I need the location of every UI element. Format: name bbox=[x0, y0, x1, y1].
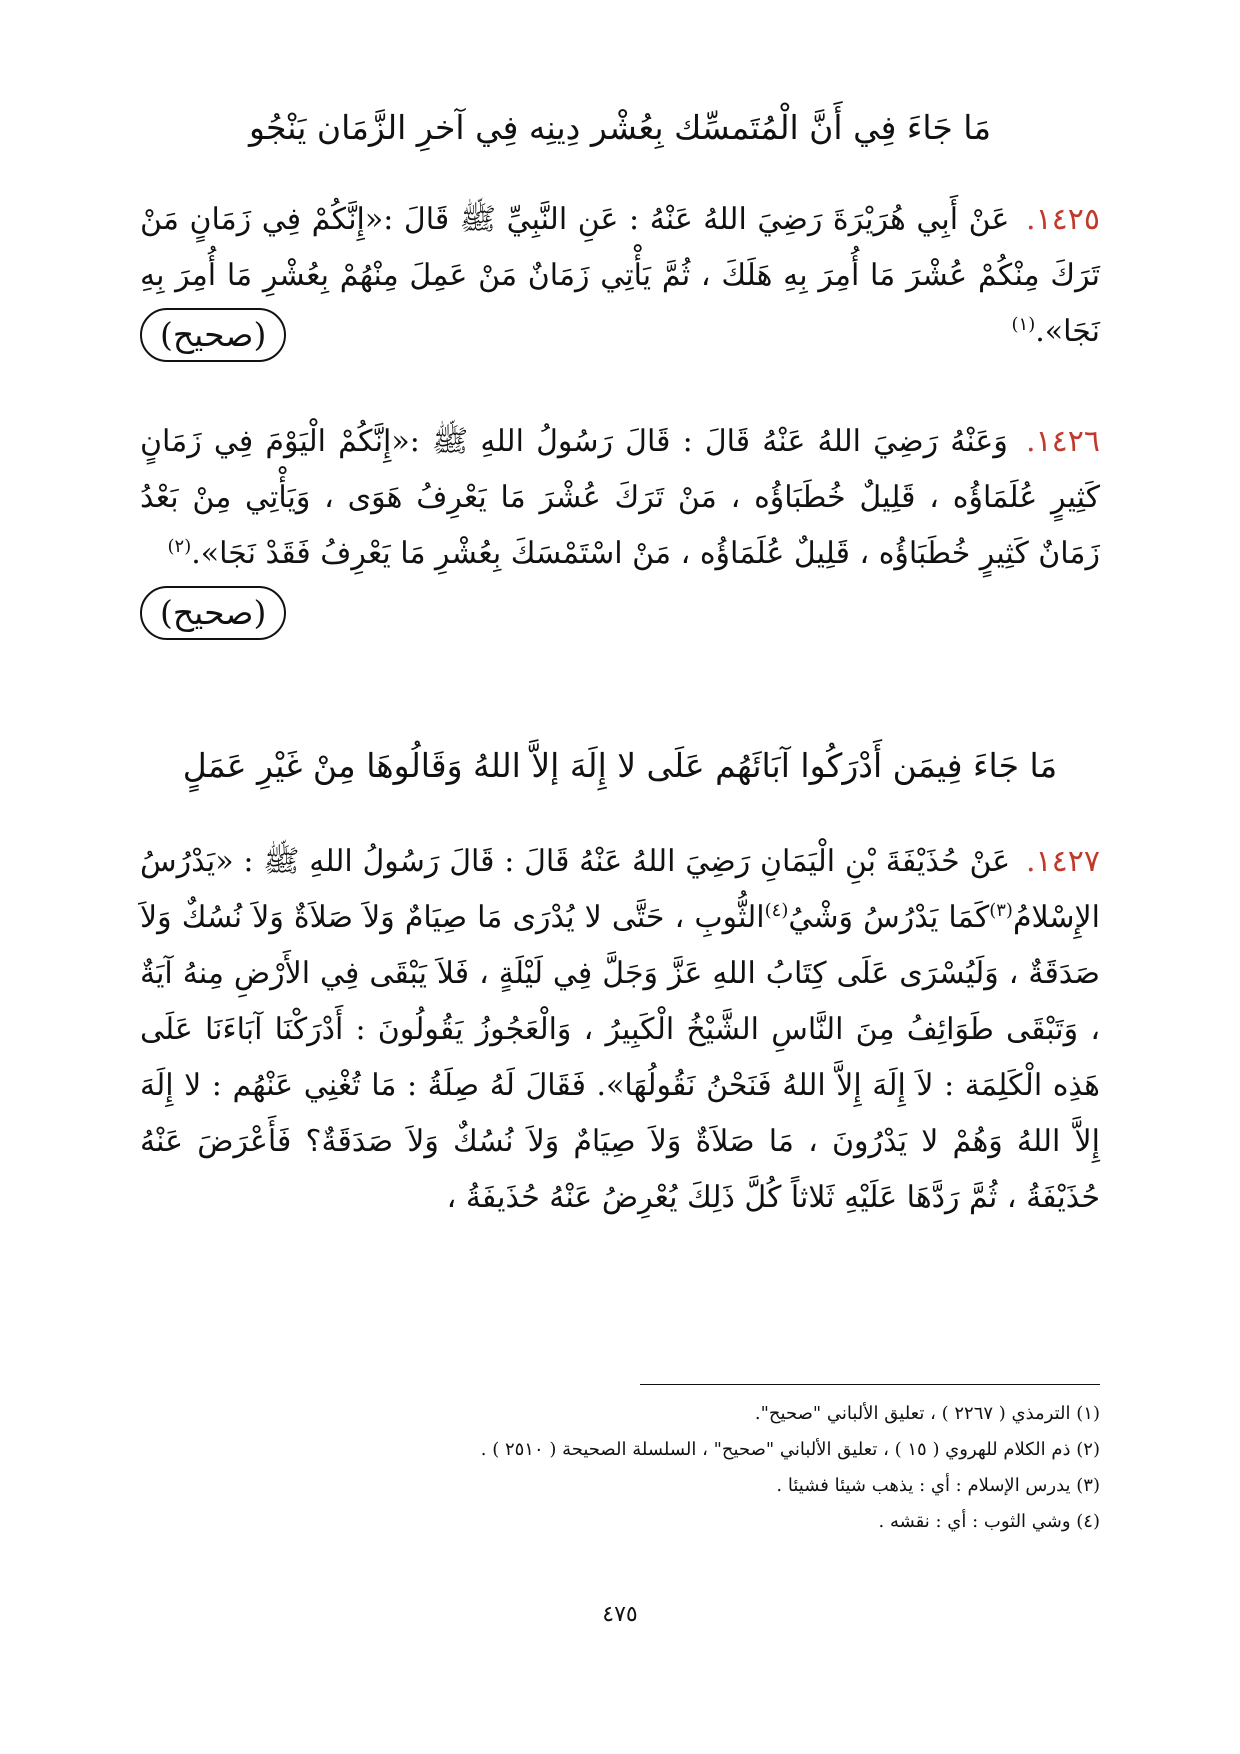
hadith-number: ١٤٢٦. bbox=[1025, 424, 1100, 459]
hadith-1425 bbox=[140, 192, 1100, 362]
footnote-ref: (٤) bbox=[764, 900, 789, 921]
chapter-heading: مَا جَاءَ فِيمَن أَدْرَكُوا آبَائَهُم عَلَى لا إِلَهَ إلاَّ اللهُ وَقَالُوهَا مِنْ غَيْرِ عَمَلٍ bbox=[182, 746, 1058, 785]
hadith-1427 bbox=[140, 834, 1100, 1226]
hadith-text: عَنْ حُذَيْفَةَ بْنِ الْيَمَانِ رَضِيَ اللهُ عَنْهُ قَالَ : قَالَ رَسُولُ اللهِ ﷺ : «يَدْرُسُ الإِسْلامُ bbox=[140, 844, 1100, 935]
grade-badge: (صحيح) bbox=[140, 586, 286, 640]
footnotes bbox=[140, 1396, 1100, 1540]
page-number: ٤٧٥ bbox=[602, 1602, 638, 1627]
hadith-text: وَعَنْهُ رَضِيَ اللهُ عَنْهُ قَالَ : قَالَ رَسُولُ اللهِ ﷺ :«إِنَّكُمْ الْيَوْمَ فِي زَمَانٍ كَثِيرٍ عُلَمَاؤُه ، قَلِيلٌ خُطَبَاؤُه ، مَنْ تَرَكَ عُشْرَ مَا يَعْرِفُ هَوَى ، وَيَأْتِي مِنْ بَعْدُ زَمَانٌ كَثِيرٍ خُطَبَاؤُه ، قَلِيلٌ عُلَمَاؤُه ، مَنْ اسْتَمْسَكَ بِعُشْرِ مَا يَعْرِفُ فَقَدْ نَجَا». bbox=[140, 424, 1100, 571]
footnote-divider bbox=[640, 1384, 1100, 1385]
hadith-1426 bbox=[140, 414, 1100, 640]
footnote: (٢) ذم الكلام للهروي ( ١٥ ) ، تعليق الألباني "صحيح" ، السلسلة الصحيحة ( ٢٥١٠ ) . bbox=[480, 1439, 1100, 1460]
footnote-ref: (٣) bbox=[989, 900, 1013, 921]
grade-badge: (صحيح) bbox=[140, 308, 286, 362]
footnote: (١) الترمذي ( ٢٢٦٧ ) ، تعليق الألباني "صحيح". bbox=[754, 1403, 1100, 1424]
footnote: (٣) يدرس الإسلام : أي : يذهب شيئا فشيئا . bbox=[776, 1475, 1100, 1496]
footnote-ref: (١) bbox=[1011, 314, 1036, 335]
hadith-text: كَمَا يَدْرُسُ وَشْيُ bbox=[788, 900, 990, 935]
hadith-text: عَنْ أَبِي هُرَيْرَةَ رَضِيَ اللهُ عَنْهُ : عَنِ النَّبِيِّ ﷺ قَالَ :«إِنَّكُمْ فِي زَمَانٍ مَنْ تَرَكَ مِنْكُمْ عُشْرَ مَا أُمِرَ بِهِ هَلَكَ ، ثُمَّ يَأْتِي زَمَانٌ مَنْ عَمِلَ مِنْهُمْ بِعُشْرِ مَا أُمِرَ بِهِ نَجَا». bbox=[140, 202, 1100, 349]
hadith-number: ١٤٢٥. bbox=[1026, 202, 1101, 237]
hadith-number: ١٤٢٧. bbox=[1026, 844, 1100, 879]
footnote-ref: (٢) bbox=[167, 536, 192, 557]
hadith-text: الثُّوبِ ، حَتَّى لا يُدْرَى مَا صِيَامٌ وَلاَ صَلاَةٌ وَلاَ نُسُكٌ وَلاَ صَدَقَةٌ ، وَلَيُسْرَى عَلَى كِتَابُ اللهِ عَزَّ وَجَلَّ فِي لَيْلَةٍ ، فَلاَ يَبْقَى فِي الأَرْضِ مِنهُ آيَةٌ ، وَتَبْقَى طَوَائِفُ مِنَ النَّاسِ الشَّيْخُ الْكَبِيرُ ، وَالْعَجُوزُ يَقُولُونَ : أَدْرَكْنَا آبَاءَنَا عَلَى هَذِه الْكَلِمَة : لاَ إِلَهَ إِلاَّ اللهُ فَنَحْنُ نَقُولُهَا». فَقَالَ لَهُ صِلَةُ : مَا تُغْنِي عَنْهُم : لا إِلَهَ إِلاَّ اللهُ وَهُمْ لا يَدْرُونَ ، مَا صَلاَةٌ وَلاَ صِيَامٌ وَلاَ نُسُكٌ وَلاَ صَدَقَةٌ؟ فَأَعْرَضَ عَنْهُ حُذَيْفَةُ ، ثُمَّ رَدَّهَا عَلَيْهِ ثَلاثاً كُلَّ ذَلِكَ يُعْرِضُ عَنْهُ حُذَيفَةُ ، bbox=[140, 900, 1100, 1215]
footnote: (٤) وشي الثوب : أي : نقشه . bbox=[878, 1511, 1100, 1532]
chapter-heading: مَا جَاءَ فِي أَنَّ الْمُتَمسِّك بِعُشْر دِينِه فِي آخرِ الزَّمَان يَنْجُو bbox=[248, 108, 992, 147]
